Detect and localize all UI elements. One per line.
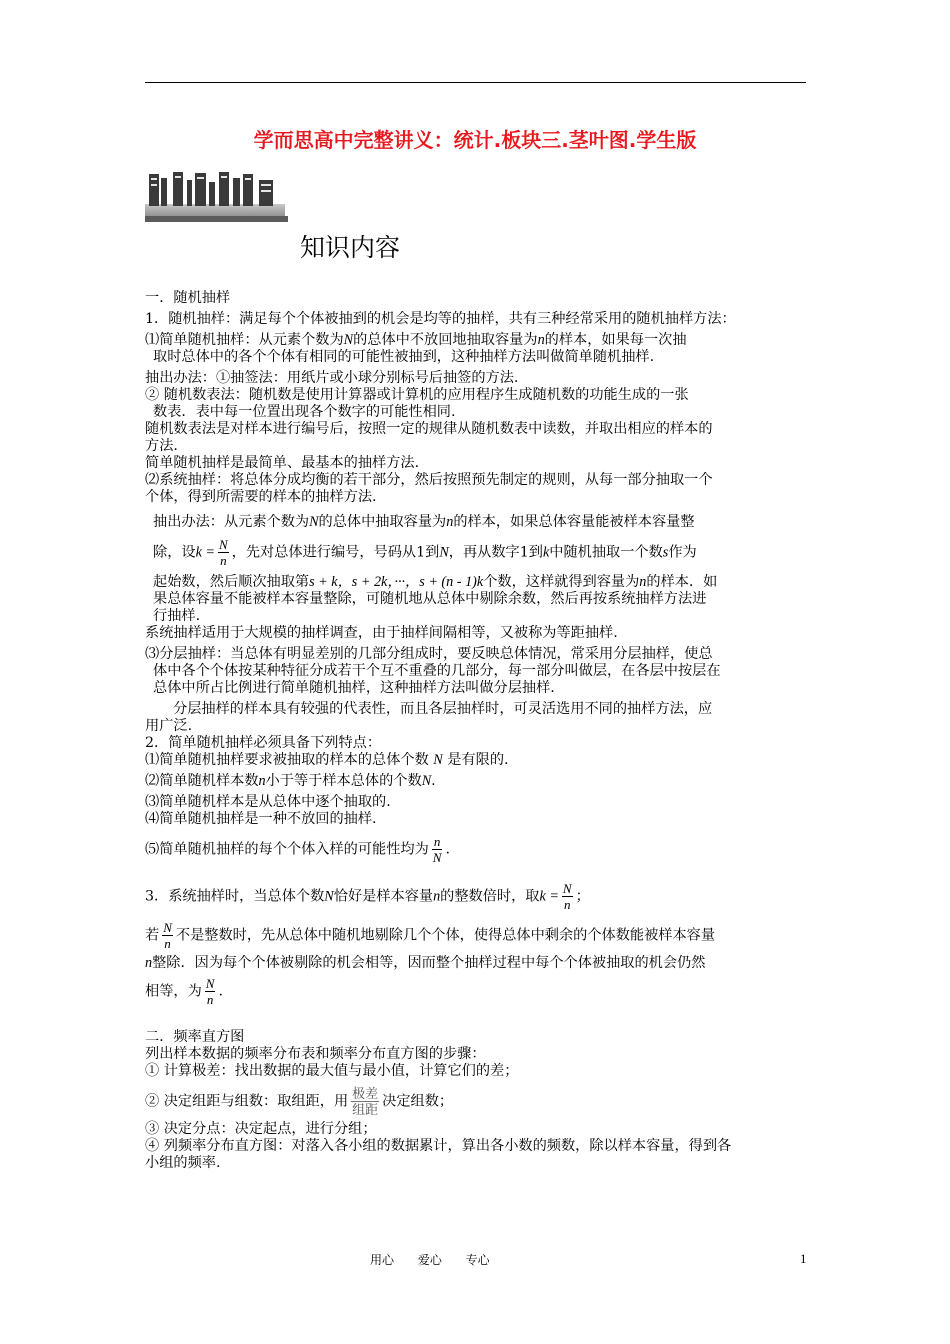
paragraph: ⑶分层抽样：当总体有明显差别的几部分组成时，要反映总体情况，常采用分层抽样，使总: [145, 646, 713, 662]
paragraph: 3．系统抽样时，当总体个数N恰好是样本容量n的整数倍时，取k = $\frac{N}{n}$ ；: [145, 881, 590, 912]
paragraph: ② 决定组距与组数：取组距，用 $\frac{\text{极差}}{\text{组距}}$ 决定组数；: [145, 1086, 454, 1117]
paragraph: 果总体容量不能被样本容量整除，可随机地从总体中剔除余数，然后再按系统抽样方法进: [153, 591, 707, 607]
paragraph: 1．随机抽样：满足每个个体被抽到的机会是均等的抽样，共有三种经常采用的随机抽样方法：: [145, 311, 736, 327]
paragraph: 2．简单随机抽样必须具备下列特点：: [145, 735, 382, 751]
paragraph: ⑵系统抽样：将总体分成均衡的若干部分，然后按照预先制定的规则，从每一部分抽取一个: [145, 472, 713, 488]
paragraph: 个体，得到所需要的样本的抽样方法.: [145, 489, 377, 505]
paragraph: ⑴简单随机抽样：从元素个数为N的总体中不放回地抽取容量为n的样本，如果每一次抽: [145, 332, 687, 348]
paragraph: 若 $\frac{N}{n}$ 不是整数时，先从总体中随机地剔除几个个体，使得总体中剩余的个体数能被样本容量: [145, 920, 716, 951]
paragraph: 行抽样.: [153, 608, 201, 624]
page-number: 1: [800, 1251, 807, 1266]
paragraph: 抽出办法：从元素个数为N的总体中抽取容量为n的样本，如果总体容量能被样本容量整: [153, 514, 695, 530]
paragraph: ② 随机数表法：随机数是使用计算器或计算机的应用程序生成随机数的功能生成的一张: [145, 387, 689, 403]
page-title: 学而思高中完整讲义：统计.板块三.茎叶图.学生版: [253, 128, 697, 152]
paragraph: ① 计算极差：找出数据的最大值与最小值，计算它们的差；: [145, 1063, 519, 1079]
section-heading: 知识内容: [300, 233, 401, 262]
fraction-N-over-n: $\frac{N}{n}$: [562, 881, 572, 912]
paragraph: 用广泛.: [145, 718, 193, 734]
paragraph: 数表．表中每一位置出现各个数字的可能性相同.: [153, 404, 456, 420]
paragraph: 起始数，然后顺次抽取第s + k，s + 2k，···，s + (n - 1)k个数，这样就得到容量为n的样本．如: [153, 574, 718, 590]
paragraph: 列出样本数据的频率分布表和频率分布直方图的步骤：: [145, 1046, 486, 1062]
footer-text: 用心 爱心 专心: [370, 1253, 490, 1267]
paragraph: 取时总体中的各个个体有相同的可能性被抽到，这种抽样方法叫做简单随机抽样.: [153, 349, 655, 365]
paragraph: ⑷简单随机抽样是一种不放回的抽样.: [145, 811, 377, 827]
paragraph: 系统抽样适用于大规模的抽样调查，由于抽样间隔相等，又被称为等距抽样.: [145, 625, 618, 641]
paragraph: 方法.: [145, 438, 178, 454]
paragraph: ④ 列频率分布直方图：对落入各小组的数据累计，算出各小数的频数，除以样本容量，得到各: [145, 1138, 732, 1154]
paragraph: ⑶简单随机样本是从总体中逐个抽取的.: [145, 794, 391, 810]
fraction-n-over-N: $\frac{n}{N}$: [432, 834, 442, 865]
paragraph: 分层抽样的样本具有较强的代表性，而且各层抽样时，可灵活选用不同的抽样方法，应: [173, 701, 713, 717]
books-illustration: [143, 170, 288, 226]
section-title: 一．随机抽样: [145, 290, 231, 306]
paragraph: 随机数表法是对样本进行编号后，按照一定的规律从随机数表中读数，并取出相应的样本的: [145, 421, 713, 437]
paragraph: n整除．因为每个个体被剔除的机会相等，因而整个抽样过程中每个个体被抽取的机会仍然: [145, 955, 706, 971]
paragraph: 抽出办法：①抽签法：用纸片或小球分别标号后抽签的方法.: [145, 370, 519, 386]
paragraph: 简单随机抽样是最简单、最基本的抽样方法.: [145, 455, 420, 471]
paragraph: ③ 决定分点：决定起点，进行分组；: [145, 1121, 377, 1137]
paragraph: 小组的频率.: [145, 1155, 221, 1171]
fraction-N-over-n: $\frac{N}{n}$: [205, 976, 215, 1007]
section-title: 二．频率直方图: [145, 1029, 245, 1045]
paragraph: 总体中所占比例进行简单随机抽样，这种抽样方法叫做分层抽样.: [153, 680, 555, 696]
fraction-N-over-n: $\frac{N}{n}$: [219, 537, 228, 568]
main-content: [145, 290, 813, 1172]
paragraph: ⑵简单随机样本数n小于等于样本总体的个数N.: [145, 773, 436, 789]
fraction-range-over-interval: $\frac{\text{极差}}{\text{组距}}$: [352, 1086, 379, 1117]
paragraph: 除，设k = $\frac{N}{n}$ ，先对总体进行编号，号码从1到N，再从数字1到k中随机抽取一个数s作为: [153, 537, 697, 568]
paragraph: ⑸简单随机抽样的每个个体入样的可能性均为 $\frac{n}{N}$ .: [145, 834, 450, 865]
paragraph: ⑴简单随机抽样要求被抽取的样本的总体个数 N 是有限的.: [145, 752, 509, 768]
fraction-N-over-n: $\frac{N}{n}$: [163, 920, 172, 951]
paragraph: 相等，为 $\frac{N}{n}$ .: [145, 976, 223, 1007]
paragraph: 体中各个个体按某种特征分成若干个互不重叠的几部分，每一部分叫做层，在各层中按层在: [153, 663, 721, 679]
header-rule: [145, 82, 806, 83]
